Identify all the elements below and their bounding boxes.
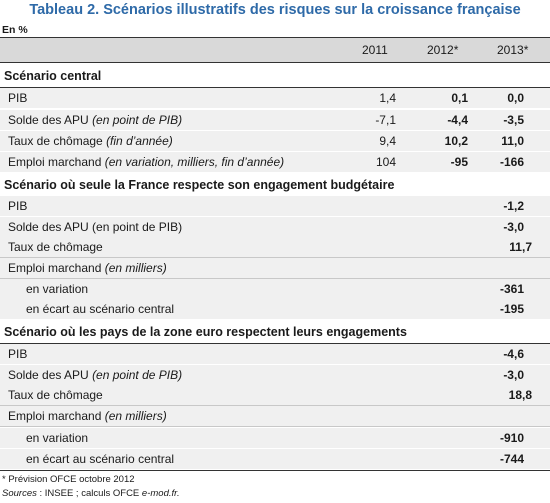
row-label: Taux de chômage (8, 134, 107, 148)
row-label: en variation (26, 282, 89, 296)
cell-2013: -195 (499, 302, 524, 316)
table-row (0, 131, 550, 151)
row-label: Taux de chômage (8, 388, 103, 402)
row-label: PIB (8, 199, 28, 213)
cell-2013: 0,0 (507, 91, 524, 105)
row-label: en écart au scénario central (26, 302, 175, 316)
cell-2013: -1,2 (503, 199, 524, 213)
cell-2013: 18,8 (508, 388, 532, 402)
table-row (0, 365, 550, 385)
table-bottom-rule (0, 470, 550, 471)
row-label-note: (en milliers) (104, 409, 167, 423)
cell-2013: -3,0 (503, 368, 524, 382)
table-row (0, 279, 550, 299)
row-label: PIB (8, 91, 28, 105)
cell-2013: -4,6 (503, 347, 524, 361)
row-label: Emploi marchand (8, 409, 105, 423)
row-label: en variation (26, 431, 89, 445)
table-row (0, 428, 550, 448)
cell-2012: -4,4 (447, 113, 468, 127)
section-title: Scénario où les pays de la zone euro respectent leurs engagements (4, 325, 407, 339)
section-title: Scénario central (4, 69, 102, 83)
cell-2013: 11,0 (501, 134, 524, 148)
cell-2013: -3,0 (503, 220, 524, 234)
cell-2011: 104 (375, 155, 396, 169)
row-label-note: (en milliers) (104, 261, 167, 275)
table-row (0, 217, 550, 237)
section-central (0, 63, 550, 88)
sources-model: e-mod.fr. (141, 488, 180, 499)
row-label-note: (en variation, milliers, fin d’année) (104, 155, 285, 169)
row-label: Taux de chômage (8, 240, 103, 254)
col-2011: 2011 (362, 43, 388, 57)
section-title: Scénario où seule la France respecte son engagement budgétaire (4, 178, 395, 192)
table-row (0, 258, 550, 279)
cell-2013: 11,7 (509, 240, 532, 254)
cell-2013: -3,5 (503, 113, 524, 127)
table-row (0, 110, 550, 130)
table-row (0, 88, 550, 108)
row-label: en écart au scénario central (26, 452, 175, 466)
table-row (0, 385, 550, 406)
cell-2012: -95 (450, 155, 468, 169)
row-label: Solde des APU (8, 368, 93, 382)
cell-2011: -7,1 (375, 113, 396, 127)
cell-2013: -361 (499, 282, 524, 296)
cell-2013: -166 (499, 155, 524, 169)
sources (2, 488, 180, 499)
row-label-note: (en point de PIB) (92, 368, 183, 382)
table-row (0, 299, 550, 319)
table-row (0, 152, 550, 172)
section-france-only (0, 172, 550, 197)
table-row (0, 196, 550, 216)
row-label: Emploi marchand (8, 261, 105, 275)
row-label-note: (fin d’année) (106, 134, 173, 148)
sources-prefix: Sources (2, 488, 37, 499)
table-title: Tableau 2. Scénarios illustratifs des risques sur la croissance française (29, 2, 521, 18)
row-label: PIB (8, 347, 28, 361)
section-euro-zone (0, 319, 550, 344)
cell-2013: -744 (499, 452, 524, 466)
table-row (0, 449, 550, 469)
row-label: Solde des APU (en point de PIB) (8, 220, 183, 234)
row-label: Solde des APU (8, 113, 93, 127)
unit-label: En % (2, 24, 28, 36)
cell-2012: 10,2 (444, 134, 468, 148)
table-row (0, 406, 550, 427)
col-2013: 2013* (497, 43, 529, 57)
cell-2012: 0,1 (451, 91, 468, 105)
cell-2011: 1,4 (379, 91, 396, 105)
table-row (0, 237, 550, 258)
footnote: * Prévision OFCE octobre 2012 (2, 474, 135, 485)
table-header (0, 37, 550, 63)
cell-2011: 9,4 (379, 134, 396, 148)
row-label-note: (en point de PIB) (92, 113, 183, 127)
cell-2013: -910 (499, 431, 524, 445)
sources-text: : INSEE ; calculs OFCE (36, 488, 142, 499)
col-2012: 2012* (427, 43, 459, 57)
row-label: Emploi marchand (8, 155, 105, 169)
table-row (0, 344, 550, 364)
